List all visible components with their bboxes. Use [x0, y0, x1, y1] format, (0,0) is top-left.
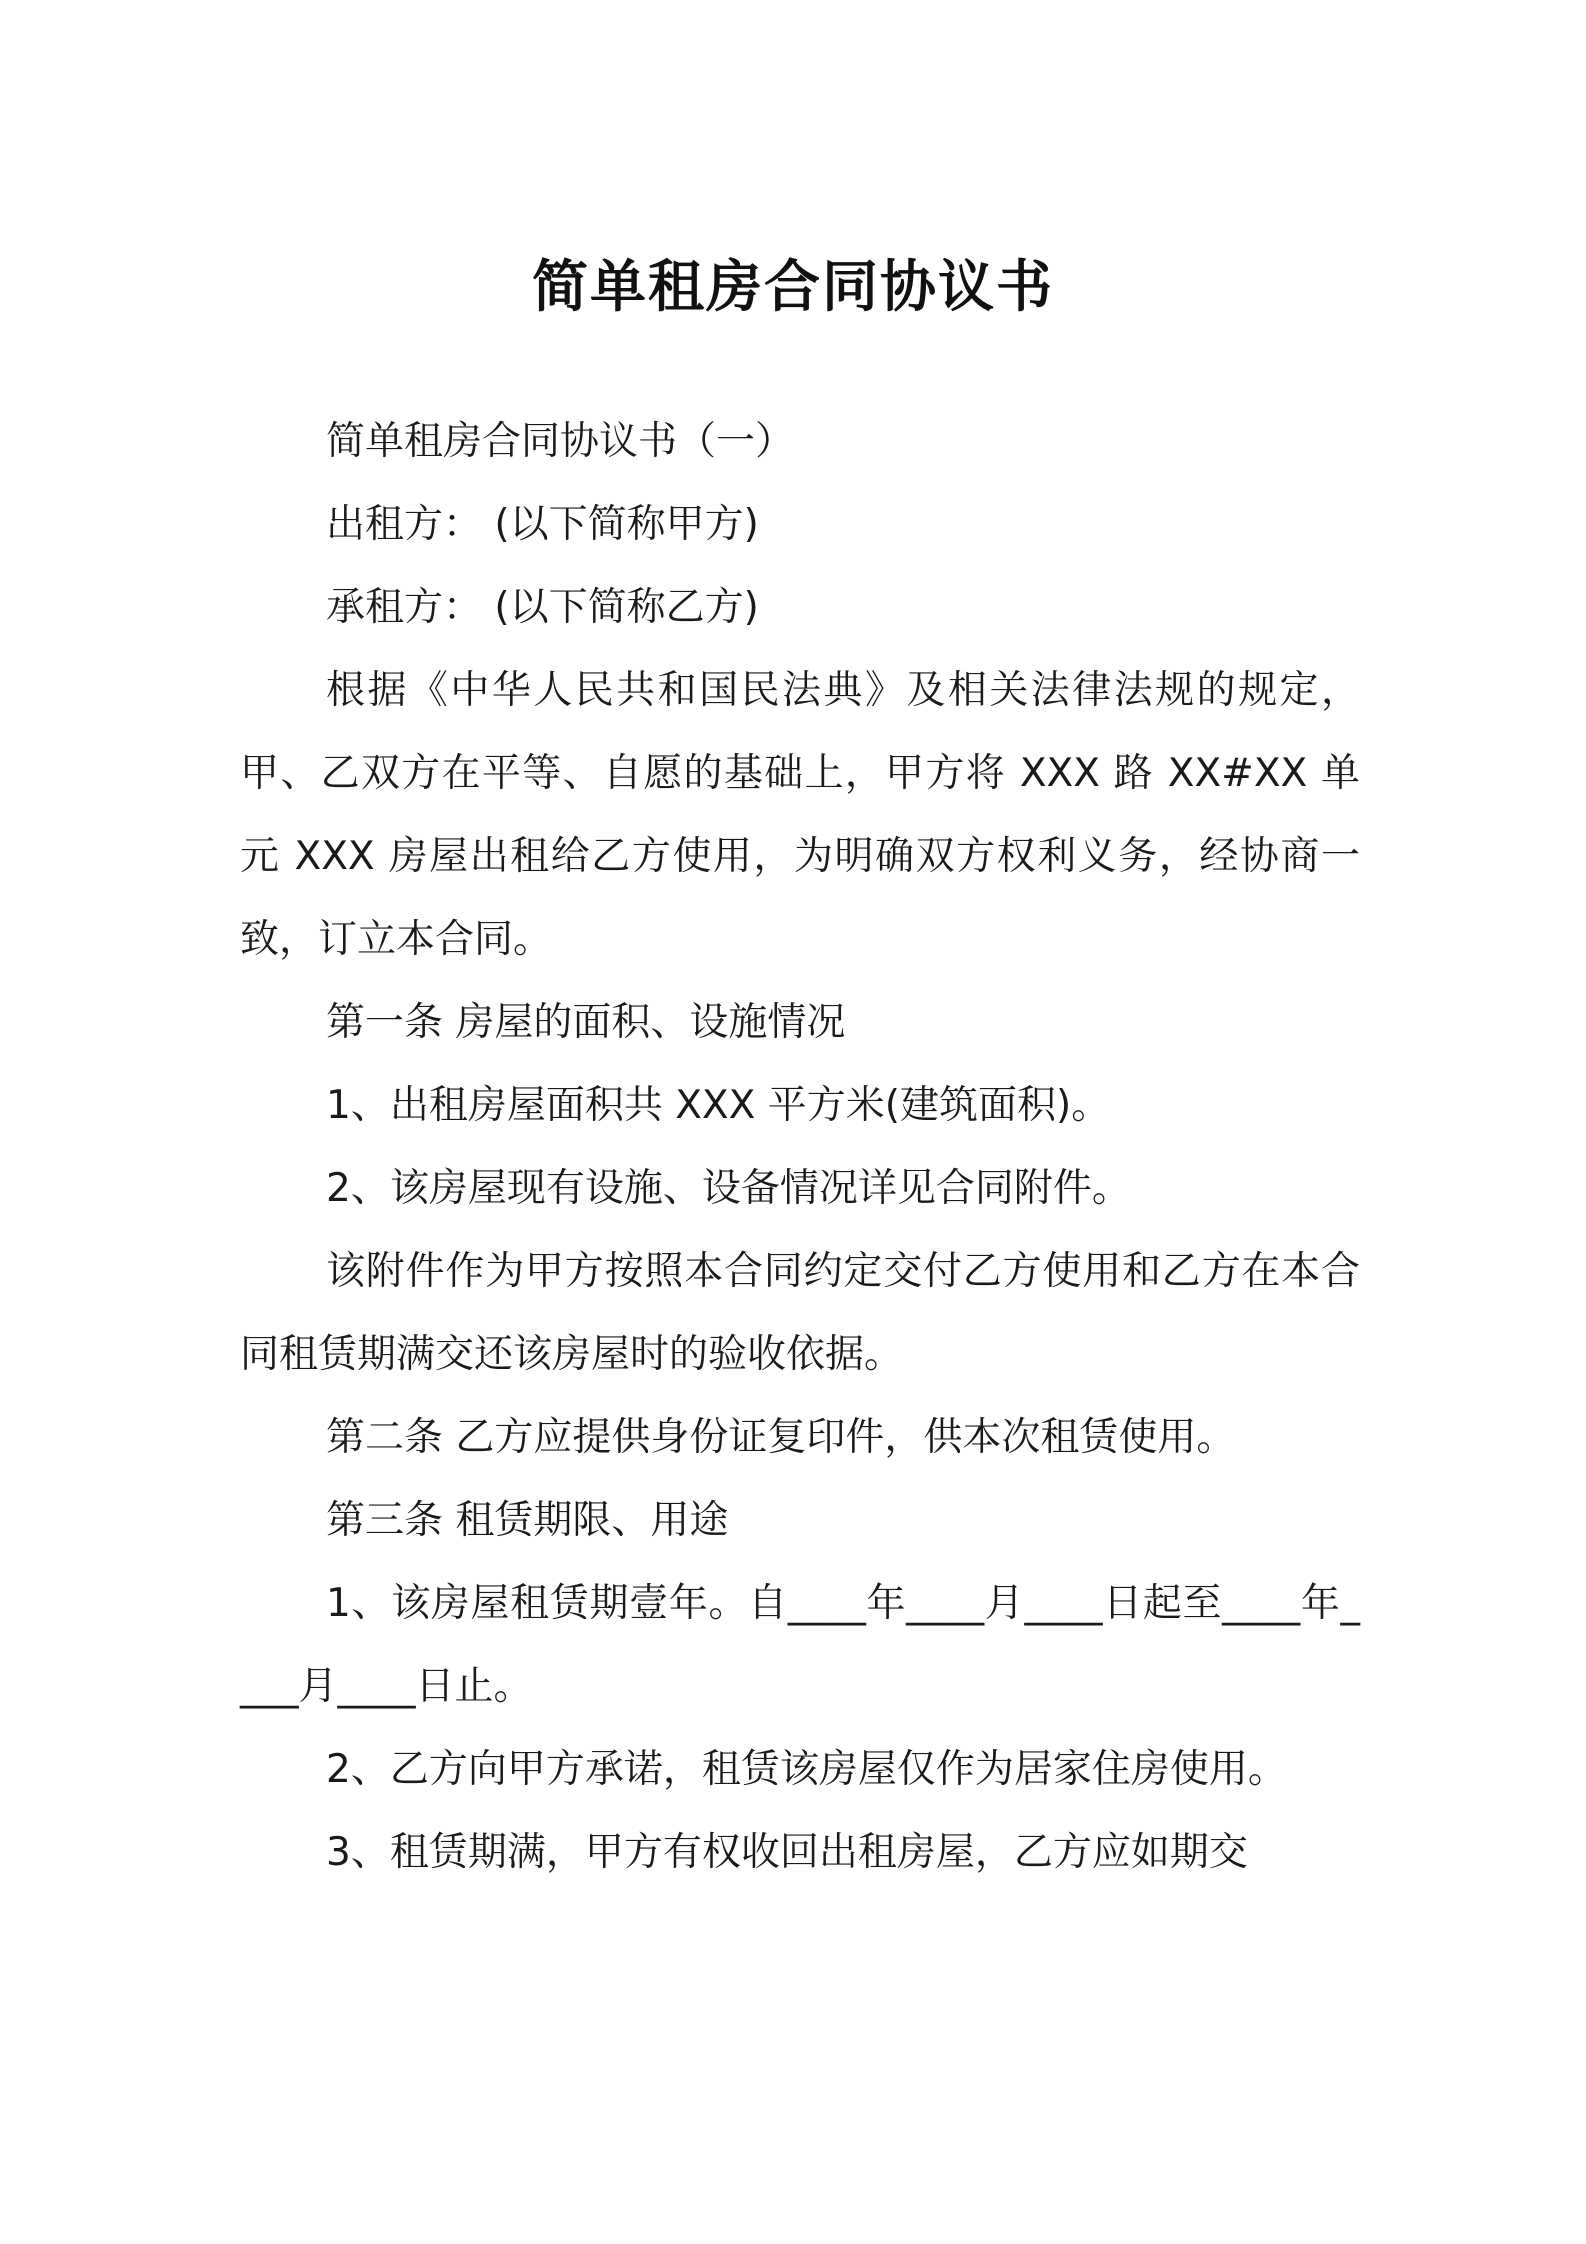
paragraph-lessor: 出租方： (以下简称甲方): [326, 502, 759, 547]
document-title: 简单租房合同协议书: [532, 255, 1054, 320]
article-1-item-1: 1、出租房屋面积共 XXX 平方米(建筑面积)。: [326, 1083, 1111, 1128]
article-1-heading: 第一条 房屋的面积、设施情况: [326, 1000, 846, 1045]
article-3-item-3: 3、租赁期满，甲方有权收回出租房屋，乙方应如期交: [326, 1830, 1248, 1875]
article-1-item-2: 2、该房屋现有设施、设备情况详见合同附件。: [326, 1166, 1131, 1211]
paragraph-subtitle: 简单租房合同协议书（一）: [326, 419, 795, 464]
article-2: 第二条 乙方应提供身份证复印件，供本次租赁使用。: [326, 1415, 1236, 1460]
article-3-item-2: 2、乙方向甲方承诺，租赁该房屋仅作为居家住房使用。: [326, 1747, 1287, 1792]
article-3-heading: 第三条 租赁期限、用途: [326, 1498, 729, 1543]
article-3-item-1: 1、该房屋租赁期壹年。自____年____月____日起至____年____月____日止。: [240, 1581, 1360, 1709]
paragraph-preamble: 根据《中华人民共和国民法典》及相关法律法规的规定，甲、乙双方在平等、自愿的基础上，甲方将 XXX 路 XX#XX 单元 XXX 房屋出租给乙方使用，为明确双方权利义务，经协商一致，订立本合同。: [240, 668, 1360, 962]
article-1-attachment-note: 该附件作为甲方按照本合同约定交付乙方使用和乙方在本合同租赁期满交还该房屋时的验收依据。: [240, 1249, 1360, 1377]
document-body: [240, 400, 1360, 1894]
paragraph-lessee: 承租方： (以下简称乙方): [326, 585, 759, 630]
